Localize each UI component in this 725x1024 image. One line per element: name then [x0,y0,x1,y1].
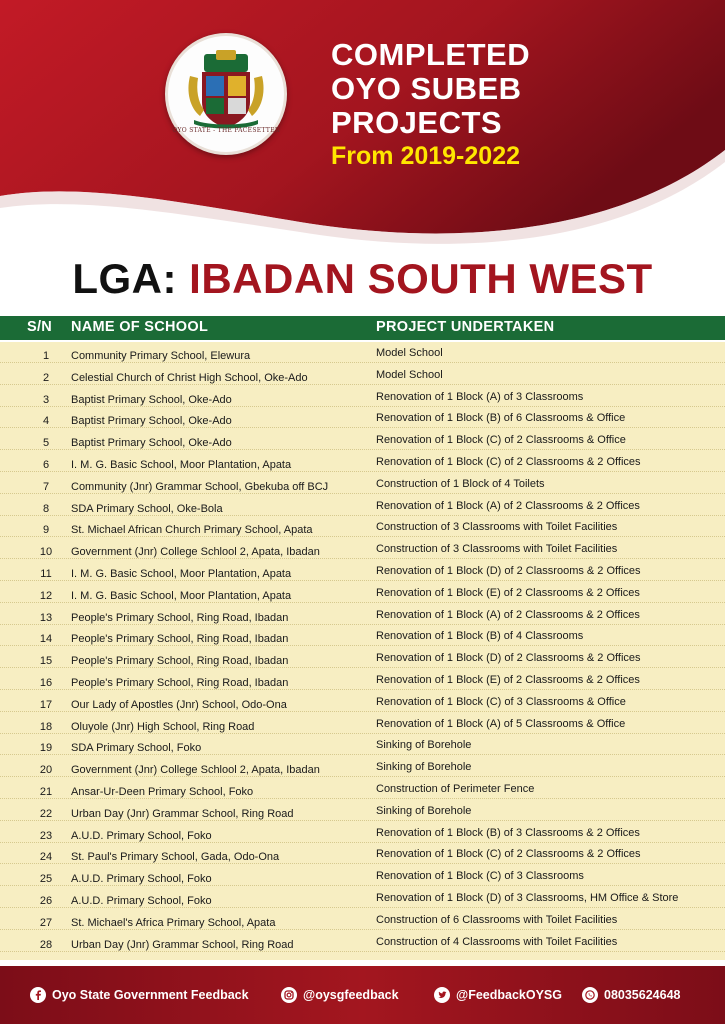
row-project: Renovation of 1 Block (C) of 2 Classrooms & 2 Offices [376,848,641,861]
table-row [0,364,725,385]
table-row [0,625,725,646]
table-header [0,316,725,340]
table-row [0,756,725,777]
page-title [331,38,530,171]
row-sn: 7 [42,480,50,493]
row-project: Renovation of 1 Block (C) of 3 Classrooms [376,870,584,883]
table-row [0,822,725,843]
table-row [0,843,725,864]
row-sn: 14 [39,633,53,646]
row-school-name: Government (Jnr) College Schlool 2, Apata, Ibadan [71,546,320,559]
row-school-name: People's Primary School, Ring Road, Ibadan [71,633,289,646]
row-school-name: SDA Primary School, Foko [71,742,202,755]
row-project: Sinking of Borehole [376,739,472,752]
row-school-name: A.U.D. Primary School, Foko [71,895,212,907]
row-project: Model School [376,347,443,359]
table-row [0,516,725,537]
row-sn: 4 [42,415,50,428]
facebook-icon [30,987,46,1003]
row-school-name: St. Michael's Africa Primary School, Apata [71,916,276,929]
row-school-name: Community (Jnr) Grammar School, Gbekuba off BCJ [71,480,329,493]
row-school-name: A.U.D. Primary School, Foko [71,873,212,886]
footer [0,966,725,1024]
row-school-name: People's Primary School, Ring Road, Ibadan [71,611,289,624]
row-sn: 28 [39,938,53,951]
table-row [0,865,725,886]
table-row [0,931,725,952]
row-project: Renovation of 1 Block (E) of 2 Classrooms & 2 Offices [376,586,640,599]
row-sn: 22 [39,807,53,820]
row-project: Renovation of 1 Block (C) of 2 Classrooms & Office [376,434,626,447]
row-project: Renovation of 1 Block (B) of 4 Classrooms [376,630,584,643]
row-sn: 2 [42,371,50,384]
table-row [0,560,725,581]
row-project: Renovation of 1 Block (C) of 3 Classrooms & Office [376,695,626,708]
row-sn: 21 [39,786,53,798]
table-row [0,429,725,450]
row-school-name: A.U.D. Primary School, Foko [71,829,212,842]
row-sn: 13 [39,611,53,624]
row-sn: 6 [42,459,50,471]
row-school-name: Our Lady of Apostles (Jnr) School, Odo-Ona [71,698,287,711]
row-project: Renovation of 1 Block (D) of 2 Classrooms & 2 Offices [376,652,641,665]
table-row [0,495,725,516]
row-school-name: Oluyole (Jnr) High School, Ring Road [71,720,255,733]
table-row [0,713,725,734]
oyo-state-logo [165,33,287,155]
title-line-2: OYO SUBEB [331,71,522,106]
row-sn: 15 [39,655,53,668]
column-sn: S/N [27,319,53,335]
twitter-icon [434,987,450,1003]
facebook-label: Oyo State Government Feedback [52,988,249,1002]
row-school-name: I. M. G. Basic School, Moor Plantation, Apata [71,459,292,471]
row-project: Model School [376,368,443,381]
row-sn: 24 [39,851,53,864]
row-sn: 12 [39,589,53,602]
row-project: Construction of 3 Classrooms with Toilet Facilities [376,521,618,534]
table-row [0,887,725,908]
row-project: Construction of 3 Classrooms with Toilet Facilities [376,543,618,556]
row-project: Renovation of 1 Block (E) of 2 Classrooms & 2 Offices [376,674,640,686]
row-school-name: Celestial Church of Christ High School, Oke-Ado [71,371,308,384]
row-project: Renovation of 1 Block (A) of 2 Classrooms & 2 Offices [376,499,640,512]
footer-twitter[interactable] [434,985,562,1005]
row-sn: 8 [42,502,50,515]
row-school-name: People's Primary School, Ring Road, Ibadan [71,677,289,689]
table-row [0,582,725,603]
row-school-name: St. Michael African Church Primary School, Apata [71,524,313,537]
row-school-name: I. M. G. Basic School, Moor Plantation, Apata [71,589,292,602]
coat-of-arms-icon [168,36,284,152]
row-project: Construction of Perimeter Fence [376,783,535,795]
table-row [0,604,725,625]
row-sn: 11 [40,568,52,580]
row-sn: 23 [39,829,53,842]
row-sn: 17 [39,698,53,711]
column-school: NAME OF SCHOOL [71,319,209,335]
table-row [0,734,725,755]
row-project: Construction of 6 Classrooms with Toilet Facilities [376,913,618,926]
row-sn: 27 [39,916,53,929]
row-project: Sinking of Borehole [376,804,472,817]
title-line-3: PROJECTS [331,105,503,140]
table-row [0,451,725,472]
footer-instagram[interactable] [281,985,399,1005]
projects-table [0,342,725,960]
row-sn: 1 [42,350,50,362]
table-row [0,669,725,690]
row-sn: 16 [39,677,53,689]
row-project: Renovation of 1 Block (C) of 2 Classrooms & 2 Offices [376,456,641,468]
lga-name: IBADAN SOUTH WEST [189,255,653,302]
instagram-label: @oysgfeedback [303,988,399,1002]
row-school-name: Government (Jnr) College Schlool 2, Apata, Ibadan [71,764,320,777]
table-row [0,407,725,428]
row-school-name: Ansar-Ur-Deen Primary School, Foko [71,786,254,798]
row-sn: 18 [39,720,53,733]
row-school-name: I. M. G. Basic School, Moor Plantation, Apata [71,568,292,580]
row-sn: 5 [42,437,50,450]
footer-whatsapp[interactable] [582,985,680,1005]
row-school-name: Baptist Primary School, Oke-Ado [71,393,232,406]
table-row [0,778,725,799]
twitter-label: @FeedbackOYSG [456,988,562,1002]
row-school-name: St. Paul's Primary School, Gada, Odo-Ona [71,851,280,864]
lga-heading [0,254,725,304]
row-school-name: Baptist Primary School, Oke-Ado [71,437,232,450]
table-row [0,800,725,821]
table-row [0,473,725,494]
row-sn: 26 [39,895,53,907]
row-project: Renovation of 1 Block (A) of 3 Classrooms [376,390,584,403]
row-school-name: Urban Day (Jnr) Grammar School, Ring Road [71,938,294,951]
row-project: Renovation of 1 Block (D) of 2 Classrooms & 2 Offices [376,565,641,577]
row-school-name: Community Primary School, Elewura [71,350,251,362]
table-row [0,691,725,712]
row-project: Renovation of 1 Block (B) of 3 Classrooms & 2 Offices [376,826,640,839]
row-project: Renovation of 1 Block (B) of 6 Classrooms & Office [376,412,626,425]
row-project: Construction of 1 Block of 4 Toilets [376,477,545,490]
row-sn: 19 [39,742,53,755]
table-row [0,342,725,363]
row-sn: 3 [42,393,50,406]
row-project: Renovation of 1 Block (D) of 3 Classrooms, HM Office & Store [376,892,679,904]
title-years: From 2019-2022 [331,142,521,170]
column-project: PROJECT UNDERTAKEN [376,319,555,335]
row-school-name: Baptist Primary School, Oke-Ado [71,415,232,428]
instagram-icon [281,987,297,1003]
logo-motto: OYO STATE - THE PACESETTER [172,127,280,134]
row-sn: 25 [39,873,53,886]
row-project: Sinking of Borehole [376,761,472,774]
row-school-name: SDA Primary School, Oke-Bola [71,502,223,515]
title-line-1: COMPLETED [331,37,531,72]
row-project: Renovation of 1 Block (A) of 5 Classrooms & Office [376,717,626,730]
table-row [0,909,725,930]
table-row [0,386,725,407]
row-project: Renovation of 1 Block (A) of 2 Classrooms & 2 Offices [376,608,640,621]
table-row [0,647,725,668]
row-project: Construction of 4 Classrooms with Toilet Facilities [376,935,618,948]
row-school-name: People's Primary School, Ring Road, Ibadan [71,655,289,668]
lga-prefix: LGA: [72,255,177,302]
footer-facebook[interactable] [30,985,249,1005]
whatsapp-icon [582,987,598,1003]
row-sn: 10 [39,546,53,559]
row-sn: 9 [42,524,50,537]
whatsapp-label: 08035624648 [604,988,681,1002]
row-sn: 20 [39,764,53,777]
table-row [0,538,725,559]
row-school-name: Urban Day (Jnr) Grammar School, Ring Road [71,807,294,820]
